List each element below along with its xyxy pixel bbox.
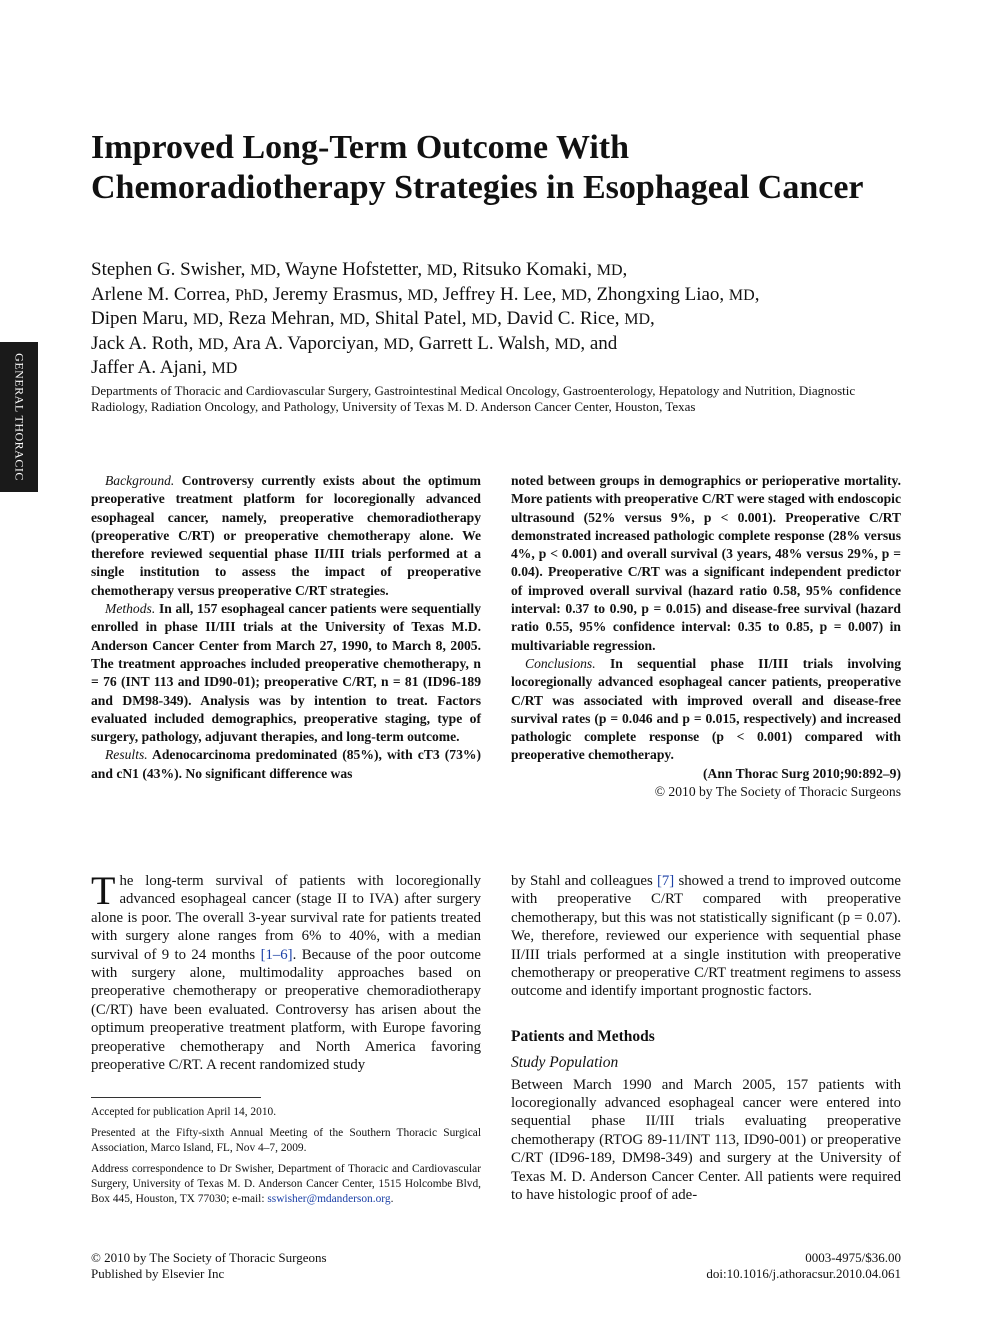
author-degree: MD <box>596 262 623 279</box>
address-end: . <box>390 1193 394 1205</box>
author-degree: MD <box>561 286 587 304</box>
reference-link-1-6[interactable]: [1–6] <box>260 946 293 963</box>
results-label: Results. <box>105 747 148 763</box>
conclusions-text: In sequential phase II/III trials involving locoregionally advanced esophageal cancer patients, preoperative C/RT was associated with improved overall and disease-free survival rates (p = 0.046 and p = 0.015, respectively) and increased pathologic complete response (p < 0.001) compared with preoperative chemotherapy. <box>511 655 901 763</box>
author-name: Dipen Maru, <box>91 308 193 329</box>
author-name: , and <box>580 332 618 354</box>
author-name: , Zhongxing Liao, <box>586 283 729 305</box>
author-name: , <box>622 259 628 280</box>
author-line <box>91 332 911 357</box>
author-degree: PhD <box>235 286 264 304</box>
section-heading: Patients and Methods <box>511 1027 655 1045</box>
background-label: Background. <box>105 473 175 488</box>
author-line <box>91 307 911 332</box>
footer-issn: 0003-4975/$36.00 <box>805 1250 901 1265</box>
abstract-right-column <box>511 472 901 801</box>
conclusions-label: Conclusions. <box>525 655 596 671</box>
author-name: Arlene M. Correa, <box>91 283 236 305</box>
footnotes <box>91 1105 481 1213</box>
drop-cap: T <box>91 868 116 913</box>
methods-label: Methods. <box>105 601 156 617</box>
intro-text-b: . Because of the poor outcome with surgery alone, multimodality approaches based on preoperative chemotherapy or preoperative chemoradiotherapy (C/RT) have been evaluated. Controversy has arisen about the optimum preoperative treatment platform, with Europe favoring preoperative chemotherapy and North America favoring preoperative C/RT. A recent randomized study <box>91 946 481 1074</box>
intro-text-a: he long-term survival of patients with locoregionally advanced esophageal cancer (stage II to IVA) after surgery alone is poor. The overall 3-year survival rate for patients treated with surgery alone ranges from 6% to 40%, with a median survival of 9 to 24 months <box>91 873 481 963</box>
intro-continued <box>511 872 901 1001</box>
footer-copyright: © 2010 by The Society of Thoracic Surgeons <box>91 1250 327 1265</box>
address-text: Address correspondence to Dr Swisher, Department of Thoracic and Cardiovascular Surgery, University of Texas M. D. Anderson Cancer Center, 1515 Holcombe Blvd, Box 445, Houston, TX 77030; e-mail: <box>91 1163 481 1205</box>
abstract-results-cont <box>511 472 901 655</box>
abstract-conclusions <box>511 655 901 765</box>
author-degree: MD <box>624 311 651 328</box>
subsection-heading: Study Population <box>511 1054 619 1072</box>
body-right-column <box>511 872 901 1205</box>
intro-cont-a: by Stahl and colleagues <box>511 873 657 889</box>
author-degree: MD <box>339 311 366 328</box>
footnote-divider <box>91 1097 261 1098</box>
author-degree: MD <box>192 311 219 328</box>
section-tab <box>0 342 38 492</box>
author-line <box>91 258 911 283</box>
author-name: Stephen G. Swisher, <box>91 259 251 280</box>
author-degree: MD <box>407 286 434 304</box>
author-name: , David C. Rice, <box>497 308 625 329</box>
author-degree: MD <box>211 360 238 377</box>
author-line <box>91 283 911 308</box>
author-list <box>91 258 911 381</box>
footer-doi: doi:10.1016/j.athoracsur.2010.04.061 <box>706 1265 901 1281</box>
body-left-column <box>91 868 481 1074</box>
background-text: Controversy currently exists about the optimum preoperative treatment platform for locoregionally advanced esophageal cancer, namely, preoperative chemoradiotherapy (preoperative C/RT) or preoperative chemotherapy alone. We therefore reviewed sequential phase II/III trials performed at a single institution to assess the impact of preoperative chemotherapy versus preoperative C/RT strategies. <box>91 473 481 598</box>
intro-cont-b: showed a trend to improved outcome with preoperative C/RT compared with preoperative chemotherapy, but this was not statistically significant (p = 0.07). We, therefore, reviewed our experience with sequential phase II/III trials performed at a single institution with preoperative chemotherapy or preoperative C/RT treatment regimens to assess outcome and identify important prognostic factors. <box>511 873 901 1000</box>
author-degree: MD <box>250 262 276 279</box>
author-name: , Garrett L. Walsh, <box>409 332 555 354</box>
abstract-background <box>91 472 481 600</box>
footer-right <box>706 1250 901 1281</box>
author-degree: MD <box>198 335 224 353</box>
journal-citation: (Ann Thorac Surg 2010;90:892–9) <box>703 765 901 781</box>
author-line <box>91 356 911 381</box>
author-degree: MD <box>471 311 498 328</box>
author-name: , Shital Patel, <box>365 308 472 329</box>
author-name: Jack A. Roth, <box>91 332 199 354</box>
author-name: , Jeremy Erasmus, <box>263 283 408 305</box>
footer-publisher: Published by Elsevier Inc <box>91 1265 225 1281</box>
footnote-presented: Presented at the Fifty-sixth Annual Meeting of the Southern Thoracic Surgical Association, Marco Island, FL, Nov 4–7, 2009. <box>91 1127 481 1154</box>
author-name: , Ritsuko Komaki, <box>452 259 597 280</box>
author-name: , Jeffrey H. Lee, <box>433 283 562 305</box>
abstract-copyright: © 2010 by The Society of Thoracic Surgeons <box>654 784 901 800</box>
results-text-right: noted between groups in demographics or perioperative mortality. More patients with preoperative C/RT were staged with endoscopic ultrasound (52% versus 9%, p < 0.001). Preoperative C/RT demonstrated increased pathologic complete response (28% versus 4%, p < 0.001) and overall survival (3 years, 48% versus 29%, p = 0.04). Preoperative C/RT was a significant independent predictor of improved overall survival (hazard ratio 0.58, 95% confidence interval: 0.37 to 0.90, p = 0.015) and disease-free survival (hazard ratio 0.55, 95% confidence interval: 0.35 to 0.85, p = 0.007) in multivariable regression. <box>511 473 901 653</box>
methods-text: In all, 157 esophageal cancer patients were sequentially enrolled in phase II/III trials at the University of Texas M.D. Anderson Cancer Center from March 27, 1990, to March 8, 2005. The treatment approaches included preoperative chemotherapy, n = 76 (INT 113 and ID90-01); preoperative C/RT, n = 81 (ID96-189 and DM98-349). Analysis was by intention to treat. Factors evaluated included demographics, preoperative staging, type of surgery, pathology, adjuvant therapies, and long-term outcome. <box>91 601 481 745</box>
author-degree: MD <box>728 286 755 304</box>
footnote-address <box>91 1162 481 1207</box>
author-degree: MD <box>426 262 453 279</box>
abstract-methods <box>91 600 481 746</box>
author-name: , Wayne Hofstetter, <box>275 259 427 280</box>
author-name: , <box>754 283 760 305</box>
study-population-text: Between March 1990 and March 2005, 157 patients with locoregionally advanced esophageal cancer were entered into sequential phase II/III trials evaluating preoperative chemotherapy (RTOG 89-11/INT 113, ID90-001) or preoperative C/RT (ID96-189, DM98-349) and surgery at the University of Texas M. D. Anderson Cancer Center. All patients were required to have histologic proof of ade- <box>511 1076 901 1204</box>
affiliation: Departments of Thoracic and Cardiovascular Surgery, Gastrointestinal Medical Oncology, Gastroenterology, Hepatology and Nutrition, Diagnostic Radiology, Radiation Oncology, and Pathology, University of Texas M. D. Anderson Cancer Center, Houston, Texas <box>91 383 856 414</box>
results-text-left: Adenocarcinoma predominated (85%), with cT3 (73%) and cN1 (43%). No significant difference was <box>91 747 481 781</box>
author-name: , Reza Mehran, <box>218 308 340 329</box>
section-tab-label: GENERAL THORACIC <box>12 353 27 481</box>
author-name: Jaffer A. Ajani, <box>91 357 212 378</box>
author-degree: MD <box>554 335 581 353</box>
footer-left <box>91 1250 327 1281</box>
abstract-results <box>91 746 481 783</box>
author-name: , <box>650 308 655 329</box>
article-title: Improved Long-Term Outcome With Chemoradiotherapy Strategies in Esophageal Cancer <box>91 129 864 206</box>
email-link[interactable]: sswisher@mdanderson.org <box>267 1193 391 1205</box>
footnote-accepted: Accepted for publication April 14, 2010. <box>91 1106 277 1118</box>
intro-paragraph <box>91 868 481 1074</box>
abstract-left-column <box>91 472 481 783</box>
reference-link-7[interactable]: [7] <box>656 873 675 889</box>
author-degree: MD <box>383 335 410 353</box>
author-name: , Ara A. Vaporciyan, <box>223 332 384 354</box>
